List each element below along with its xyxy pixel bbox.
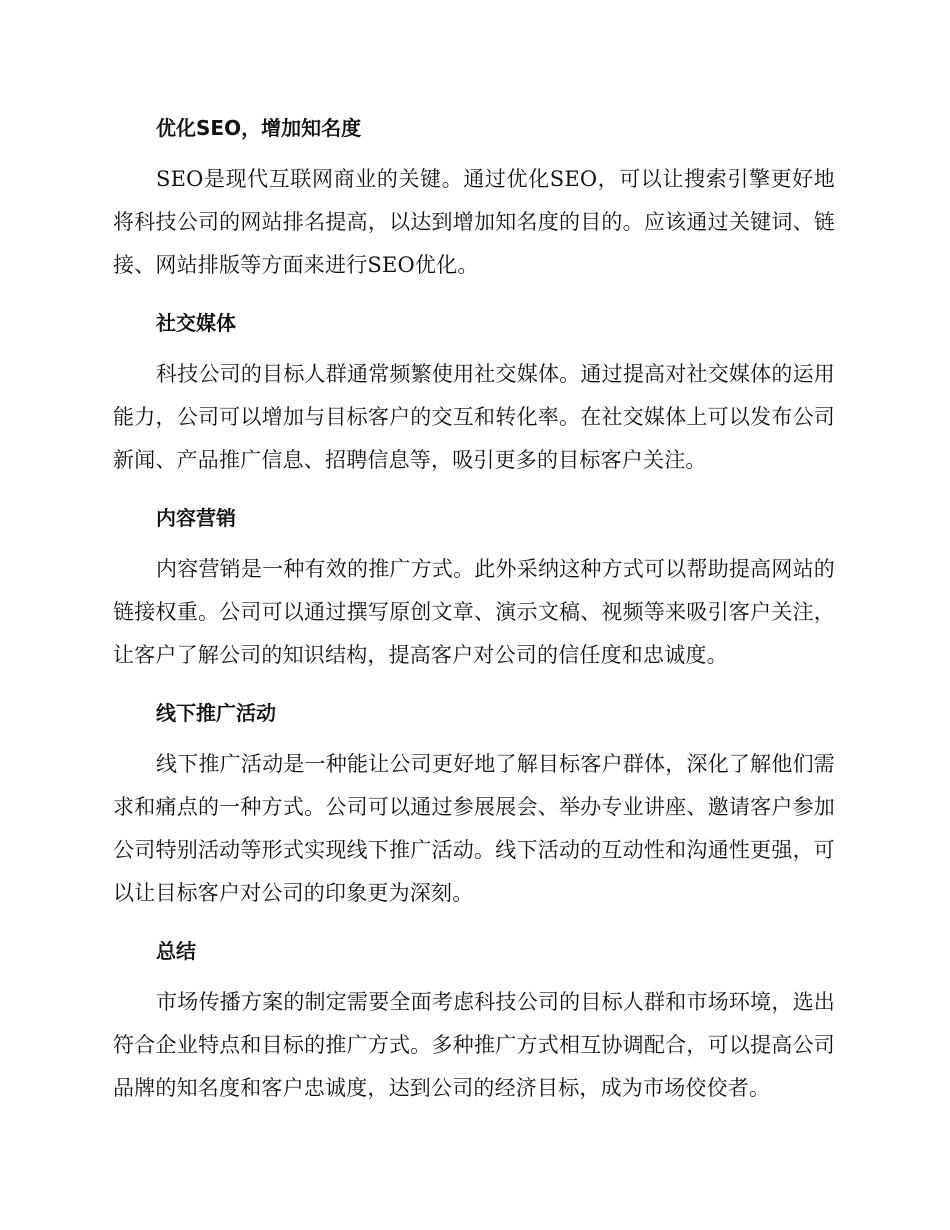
section-paragraph: 线下推广活动是一种能让公司更好地了解目标客户群体，深化了解他们需求和痛点的一种方式。公司可以通过参展展会、举办专业讲座、邀请客户参加公司特别活动等形式实现线下推广活动。线下活动的互动性和沟通性更强，可以让目标客户对公司的印象更为深刻。 — [113, 752, 835, 905]
section-heading: 内容营销 — [156, 506, 236, 530]
section-summary — [113, 931, 835, 1110]
section-heading: 优化SEO，增加知名度 — [156, 116, 362, 140]
section-heading: 线下推广活动 — [156, 701, 276, 725]
section-paragraph: 科技公司的目标人群通常频繁使用社交媒体。通过提高对社交媒体的运用能力，公司可以增加与目标客户的交互和转化率。在社交媒体上可以发布公司新闻、产品推广信息、招聘信息等，吸引更多的目标客户关注。 — [113, 362, 835, 472]
section-paragraph: SEO是现代互联网商业的关键。通过优化SEO，可以让搜索引擎更好地将科技公司的网站排名提高，以达到增加知名度的目的。应该通过关键词、链接、网站排版等方面来进行SEO优化。 — [113, 167, 835, 277]
section-content-marketing — [113, 498, 835, 677]
section-paragraph: 内容营销是一种有效的推广方式。此外采纳这种方式可以帮助提高网站的链接权重。公司可以通过撰写原创文章、演示文稿、视频等来吸引客户关注，让客户了解公司的知识结构，提高客户对公司的信任度和忠诚度。 — [113, 557, 835, 667]
section-seo — [113, 108, 835, 287]
section-heading: 总结 — [156, 939, 196, 963]
section-offline-promotion — [113, 693, 835, 915]
document-content — [113, 108, 835, 1126]
section-paragraph: 市场传播方案的制定需要全面考虑科技公司的目标人群和市场环境，选出符合企业特点和目标的推广方式。多种推广方式相互协调配合，可以提高公司品牌的知名度和客户忠诚度，达到公司的经济目标，成为市场佼佼者。 — [113, 990, 835, 1100]
section-social-media — [113, 303, 835, 482]
section-heading: 社交媒体 — [156, 311, 236, 335]
